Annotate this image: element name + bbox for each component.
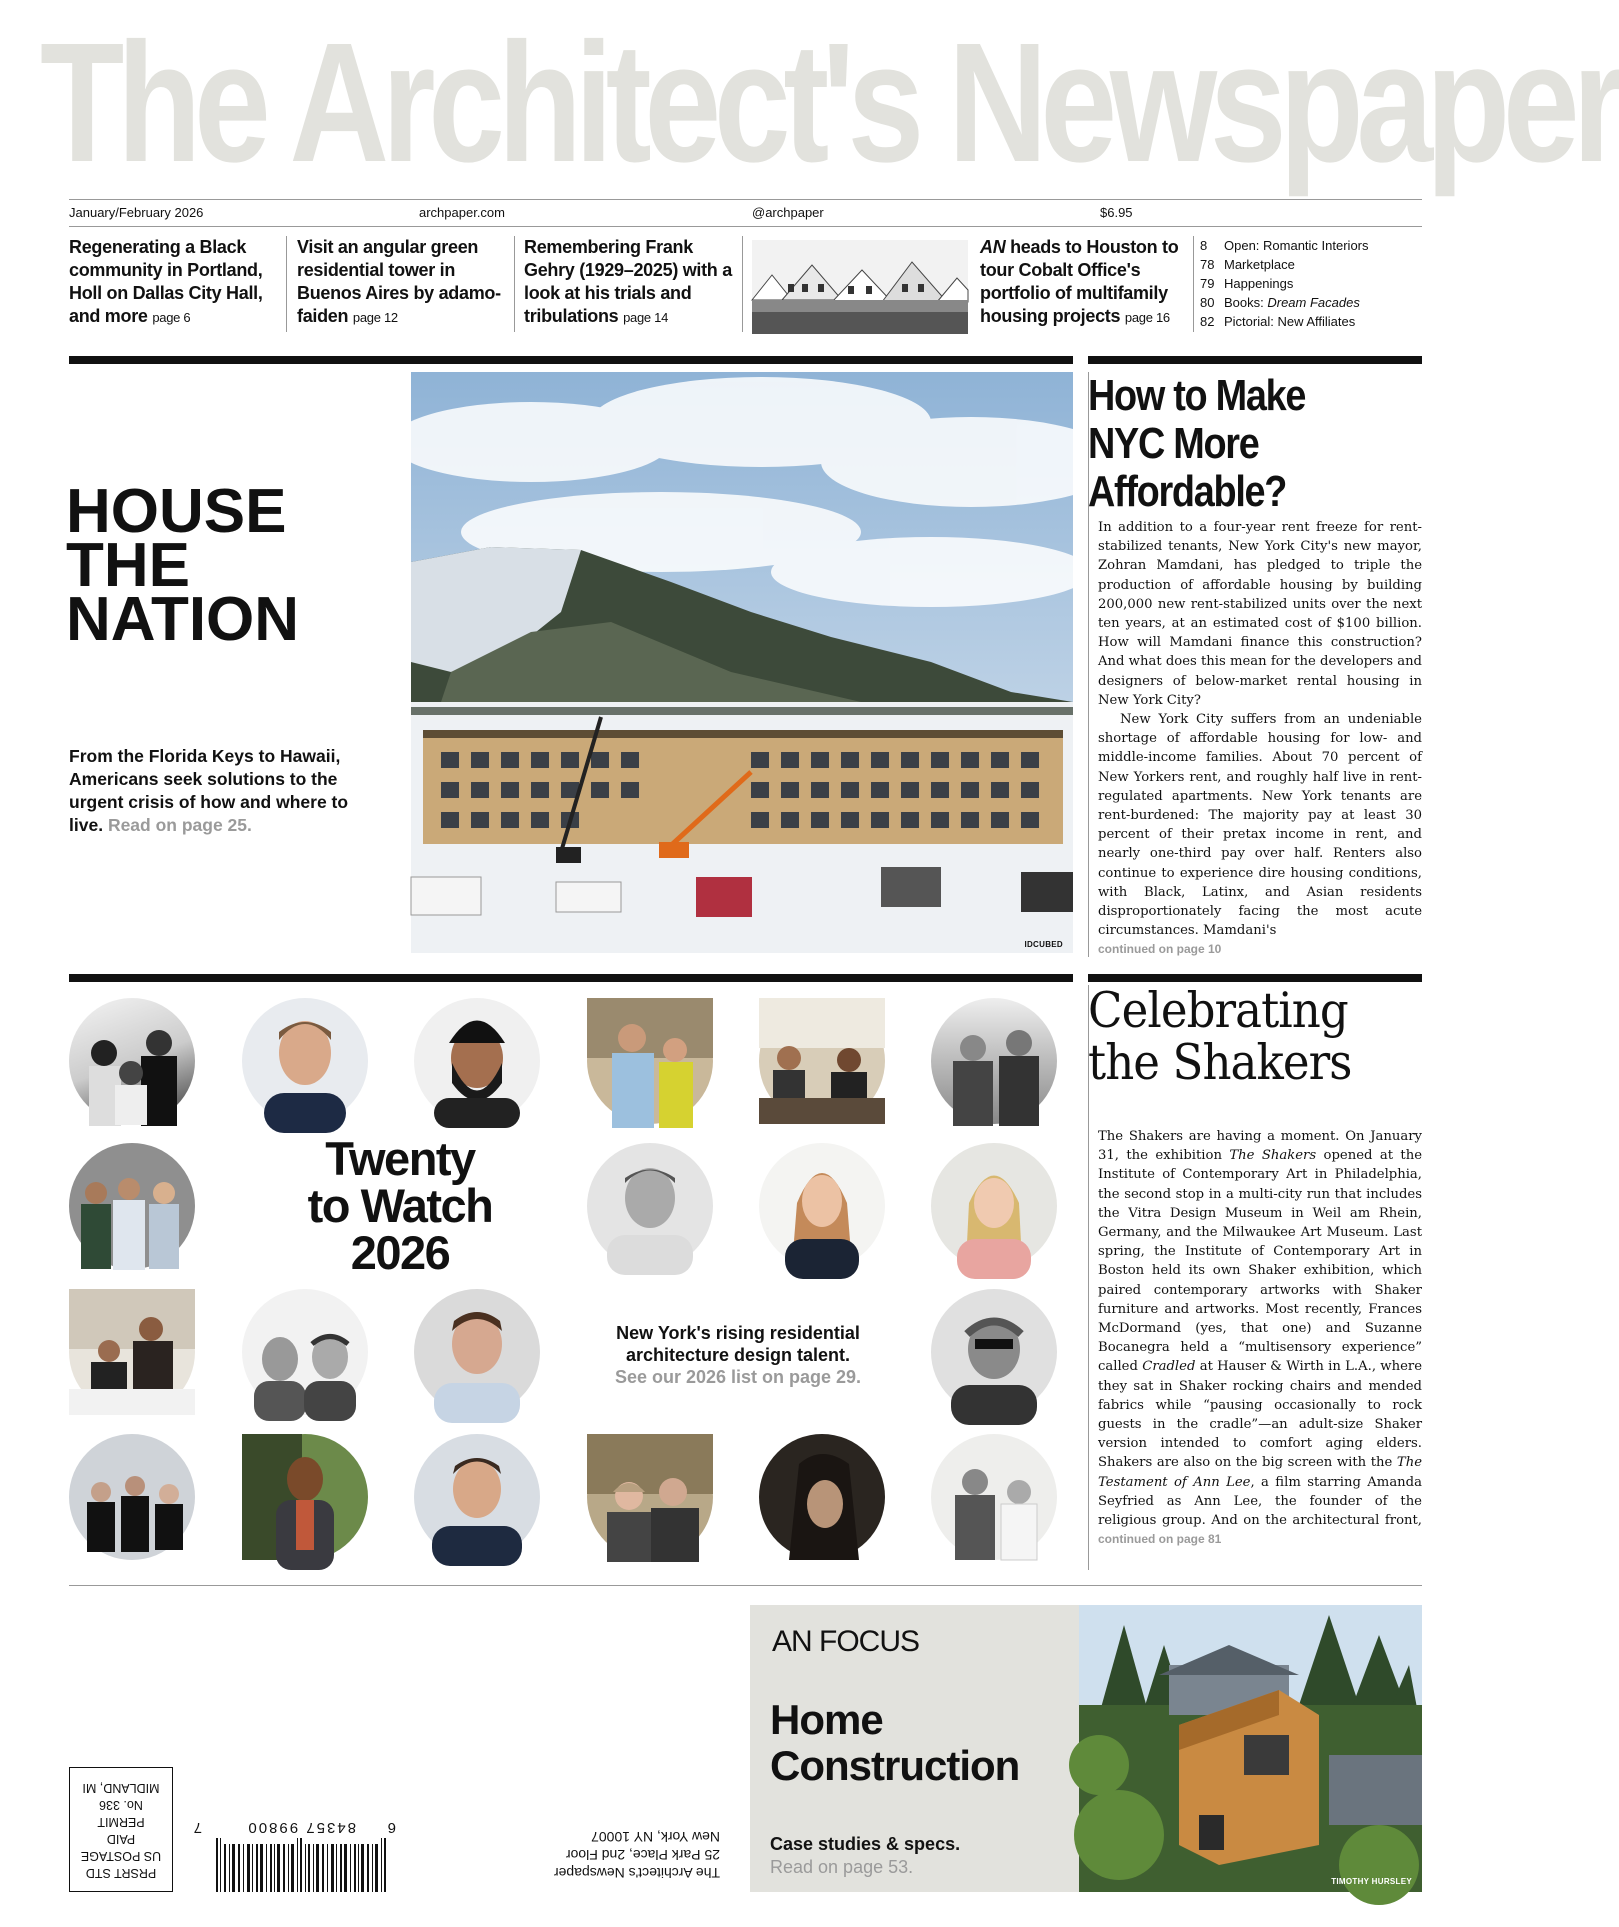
feature-dek: From the Florida Keys to Hawaii, Americans seek solutions to the urgent crisis of how and where to live. Read on page 25. — [69, 746, 349, 835]
feature-photo[interactable] — [411, 372, 1073, 953]
portrait-circle[interactable] — [931, 1434, 1057, 1560]
postage-permit: PRSRT STD US POSTAGE PAID PERMIT No. 336 MIDLAND, MI — [69, 1767, 173, 1892]
feature-read-link[interactable]: Read on page 25. — [107, 815, 252, 835]
masthead-title: The Architect's Newspaper — [40, 8, 1619, 198]
an-focus-subtitle: Case studies & specs. Read on page 53. — [770, 1834, 961, 1877]
sidebar-rule — [1088, 356, 1422, 364]
portrait-circle[interactable] — [69, 1143, 195, 1269]
barcode-left-digit: 6 — [387, 1819, 396, 1836]
shakers-rule — [1088, 974, 1422, 982]
mailing-address: The Architect's Newspaper 25 Park Place, 2nd Floor New York, NY 10007 — [553, 1829, 720, 1881]
an-focus-read-link[interactable]: Read on page 53. — [770, 1857, 914, 1877]
social-handle[interactable]: @archpaper — [752, 205, 824, 220]
toc-item[interactable]: 82 Pictorial: New Affiliates — [1200, 314, 1356, 329]
portrait-circle[interactable] — [759, 1434, 885, 1560]
portrait-circle[interactable] — [759, 998, 885, 1124]
portrait-circle[interactable] — [931, 1289, 1057, 1415]
portrait-circle[interactable] — [587, 1434, 713, 1560]
feature-photo-credit: IDCUBED — [1024, 940, 1063, 949]
toc-item[interactable]: 80 Books: Dream Facades — [1200, 295, 1360, 310]
teaser-portland[interactable]: Regenerating a Black community in Portland, Holl on Dallas City Hall, and more page 6 — [69, 237, 263, 326]
toc-item[interactable]: 78 Marketplace — [1200, 257, 1295, 272]
nyc-continued-link[interactable]: continued on page 10 — [1098, 942, 1222, 957]
teaser-houston[interactable]: AN heads to Houston to tour Cobalt Office's portfolio of multifamily housing projects page 16 — [980, 237, 1179, 326]
portrait-circle[interactable] — [414, 1434, 540, 1560]
portrait-circle[interactable] — [414, 998, 540, 1124]
portrait-circle[interactable] — [587, 998, 713, 1124]
barcode — [186, 1816, 396, 1892]
portrait-circle[interactable] — [414, 1289, 540, 1415]
infobar-rule — [69, 226, 1422, 227]
twenty-headline: Twenty to Watch 2026 — [307, 1132, 493, 1279]
cover-price: $6.95 — [1100, 205, 1133, 220]
portrait-circle[interactable] — [759, 1143, 885, 1269]
barcode-digits: 84357 99800 — [246, 1819, 356, 1836]
portrait-circle[interactable] — [587, 1143, 713, 1269]
portrait-circle[interactable] — [242, 998, 368, 1124]
twenty-read-link[interactable]: See our 2026 list on page 29. — [614, 1367, 862, 1387]
teaser-gehry[interactable]: Remembering Frank Gehry (1929–2025) with a look at his trials and tribulations page 14 — [524, 237, 732, 326]
an-focus-photo[interactable] — [1079, 1605, 1422, 1892]
portrait-circle[interactable] — [69, 998, 195, 1124]
portrait-circle[interactable] — [242, 1289, 368, 1415]
portrait-circle[interactable] — [931, 998, 1057, 1124]
table-of-contents — [1200, 236, 1369, 331]
twenty-caption: New York's rising residential architecture design talent. See our 2026 list on page 29. — [578, 1322, 898, 1388]
barcode-right-digit: 7 — [193, 1819, 202, 1836]
portrait-circle[interactable] — [69, 1289, 195, 1415]
toc-item[interactable]: 79 Happenings — [1200, 276, 1294, 291]
bottom-rule — [69, 1585, 1422, 1586]
shakers-article-body: The Shakers are having a moment. On January 31, the exhibition The Shakers opened at the Institute of Contemporary Art in Philadelphia, the second stop in a multi-city run that includes the Vitra Design Museum in Weil am Rhein, Germany, and the Milwaukee Art Museum. Last spring, the Institute of Contemporary Art in Boston held its own Shaker exhibition, which paired contemporary artworks with Shaker furniture and artworks. Most recently, Frances McDormand (yes, that one) and Suzanne Bocanegra held a “multisensory experience” called Cradled at Hauser & Wirth in L.A., where they sat in Shaker rocking chairs and mended fabrics while “pausing occasionally to rock guests in the cradle”—an adult-size Shaker version intended to comfort aging elders. Shakers are also on the big screen with the The Testament of Ann Lee, a film starring Amanda Seyfried as Ann Lee, the founder of the religious group. And on the architectural front, continued on page 81 — [1098, 1129, 1423, 1547]
an-focus-photo-credit: TIMOTHY HURSLEY — [1331, 1877, 1412, 1886]
an-focus-tag: AN FOCUS — [772, 1625, 920, 1658]
portrait-circle[interactable] — [931, 1143, 1057, 1269]
nyc-headline: How to Make NYC More Affordable? — [1088, 371, 1306, 516]
shakers-headline: Celebrating the Shakers — [1088, 982, 1352, 1091]
shakers-continued-link[interactable]: continued on page 81 — [1098, 1532, 1222, 1547]
masthead-rule — [69, 199, 1422, 200]
portrait-circle[interactable] — [69, 1434, 195, 1560]
an-focus-headline: Home Construction — [770, 1696, 1020, 1789]
an-focus-panel[interactable] — [750, 1605, 1079, 1892]
nyc-article-body: In addition to a four-year rent freeze for rent-stabilized tenants, New York City's new mayor, Zohran Mamdani, has pledged to triple the production of affordable housing by building 200,000 new rent-stabilized units over the next ten years, at an estimated cost of $100 billion. How will Mamdani finance this construction? And what does this mean for the developers and designers of below-market rental housing in New York City? New York City suffers from an undeniable shortage of affordable housing for low- and middle-income families. About 70 percent of New Yorkers rent, and roughly half live in rent-regulated apartments. New York tenants are rent-burdened: The majority pay at least 30 percent of their pretax income in rent, and nearly one-third pay over half. Renters also continue to experience dire housing conditions, with Black, Latinx, and Asian residents disproportionately facing the most acute circumstances. Mamdani's continued on page 10 — [1098, 520, 1422, 957]
feature-headline: HOUSE THE NATION — [66, 477, 300, 654]
feature-rule — [69, 356, 1073, 364]
twenty-rule — [69, 974, 1073, 982]
website-url[interactable]: archpaper.com — [419, 205, 505, 220]
portrait-circle[interactable] — [242, 1434, 368, 1560]
toc-item[interactable]: 8 Open: Romantic Interiors — [1200, 238, 1369, 253]
teaser-buenos-aires[interactable]: Visit an angular green residential tower in Buenos Aires by adamo-faiden page 12 — [297, 237, 501, 326]
houston-housing-thumbnail[interactable] — [752, 240, 968, 334]
issue-date: January/February 2026 — [69, 205, 204, 220]
